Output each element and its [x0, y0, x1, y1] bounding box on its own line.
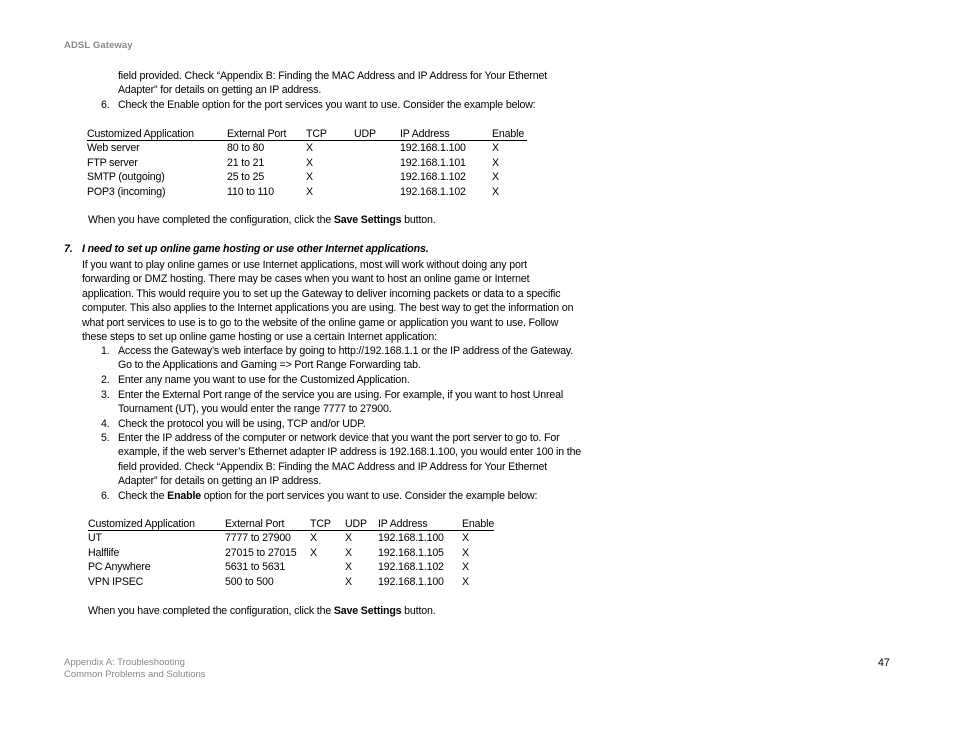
page-footer [64, 657, 206, 681]
note-text: button. [401, 605, 436, 617]
column-header: External Port [225, 518, 285, 530]
table-cell: X [492, 142, 499, 155]
step-text: Access the Gateway’s web interface by going to http://192.168.1.1 or the IP address of the Gateway. [118, 345, 574, 357]
table-cell: X [492, 185, 499, 198]
completion-note [88, 213, 436, 227]
step-number: 6. [101, 490, 110, 502]
step-text: Enter the External Port range of the service you are using. For example, if you want to host Unreal [118, 389, 564, 401]
table-cell: X [306, 142, 313, 155]
table-row [88, 546, 494, 560]
table-cell: 25 to 25 [227, 171, 265, 184]
column-header: UDP [345, 518, 367, 530]
table-cell: 192.168.1.100 [378, 575, 444, 588]
column-header: IP Address [378, 518, 428, 530]
enable-label: Enable [167, 490, 201, 502]
table-cell: 21 to 21 [227, 156, 265, 169]
table-cell: 192.168.1.102 [400, 185, 466, 198]
table-row [87, 141, 527, 155]
table-cell: POP3 (incoming) [87, 185, 166, 198]
table-cell: 7777 to 27900 [225, 532, 291, 545]
footer-chapter: Appendix A: Troubleshooting [64, 657, 185, 668]
table-cell: X [462, 575, 469, 588]
table-cell: 192.168.1.102 [378, 561, 444, 574]
page-number: 47 [878, 657, 890, 669]
step-text [118, 489, 537, 503]
save-settings-label: Save Settings [333, 214, 402, 226]
step-text: Go to the Applications and Gaming => Port Range Forwarding tab. [118, 359, 421, 371]
table-row [87, 185, 527, 199]
question-number: 7. [64, 243, 73, 255]
column-header: TCP [306, 128, 327, 140]
table-cell: 80 to 80 [227, 142, 265, 155]
step-number: 3. [101, 389, 110, 401]
table-cell: X [345, 575, 352, 588]
table-cell: 110 to 110 [227, 185, 274, 198]
table-cell: 192.168.1.100 [378, 532, 444, 545]
table-cell: FTP server [87, 156, 138, 169]
table-cell: X [306, 171, 313, 184]
table-cell: X [462, 546, 469, 559]
column-header: IP Address [400, 128, 450, 140]
table-row [88, 560, 494, 574]
table-cell: X [492, 156, 499, 169]
column-header: UDP [354, 128, 376, 140]
table-cell: Halflife [88, 546, 120, 559]
port-table-1 [87, 127, 527, 199]
table-header-row [88, 517, 494, 531]
step-number: 5. [101, 432, 110, 444]
table-cell: X [306, 156, 313, 169]
step-number: 2. [101, 374, 110, 386]
table-header-row [87, 127, 527, 141]
table-cell: 5631 to 5631 [225, 561, 286, 574]
note-text: When you have completed the configuration, click the [88, 214, 334, 226]
column-header: Enable [462, 518, 495, 530]
paragraph-line: computer. This also applies to the Internet applications you are using. The best way to get the information on [82, 302, 574, 314]
table-cell: X [345, 546, 352, 559]
paragraph-line: If you want to play online games or use Internet applications, most will work without doing any port [82, 259, 527, 271]
body-line: Adapter” for details on getting an IP address. [118, 84, 322, 96]
paragraph-line: these steps to set up online game hosting or use a certain Internet application: [82, 331, 437, 343]
table-cell: Web server [87, 142, 140, 155]
table-cell: 192.168.1.102 [400, 171, 466, 184]
body-line: field provided. Check “Appendix B: Finding the MAC Address and IP Address for Your Ethernet [118, 70, 547, 82]
step-text: Check the protocol you will be using, TCP and/or UDP. [118, 418, 366, 430]
step-text: Enter the IP address of the computer or network device that you want the port server to go to. For [118, 432, 560, 444]
completion-note [88, 604, 436, 618]
table-cell: X [306, 185, 313, 198]
question-title: I need to set up online game hosting or use other Internet applications. [82, 243, 429, 255]
column-header: External Port [227, 128, 287, 140]
paragraph-line: what port services to use is to go to the website of the online game or application you want to use. Follow [82, 317, 559, 329]
column-header: Customized Application [87, 128, 194, 140]
footer-section: Common Problems and Solutions [64, 669, 206, 680]
table-cell: X [345, 561, 352, 574]
table-cell: SMTP (outgoing) [87, 171, 165, 184]
table-cell: 192.168.1.101 [400, 156, 466, 169]
table-cell: UT [88, 532, 102, 545]
step-text: Tournament (UT), you would enter the range 7777 to 27900. [118, 403, 392, 415]
table-cell: X [310, 546, 317, 559]
table-cell: X [310, 532, 317, 545]
table-cell: 192.168.1.105 [378, 546, 444, 559]
step-text: field provided. Check “Appendix B: Finding the MAC Address and IP Address for Your Ethernet [118, 461, 547, 473]
step-text: Check the Enable option for the port services you want to use. Consider the example below: [118, 99, 536, 111]
column-header: Enable [492, 128, 525, 140]
table-cell: X [462, 532, 469, 545]
table-cell: VPN IPSEC [88, 575, 144, 588]
table-row [87, 156, 527, 170]
table-row [87, 170, 527, 184]
save-settings-label: Save Settings [333, 605, 402, 617]
running-header: ADSL Gateway [64, 40, 133, 51]
table-cell: 500 to 500 [225, 575, 274, 588]
table-row [88, 575, 494, 589]
table-row [88, 531, 494, 545]
paragraph-line: application. This would require you to set up the Gateway to deliver incoming packets or data to a specific [82, 288, 561, 300]
table-cell: X [345, 532, 352, 545]
table-cell: X [462, 561, 469, 574]
step-text: Adapter” for details on getting an IP address. [118, 475, 322, 487]
step-text: example, if the web server’s Ethernet adapter IP address is 192.168.1.100, you would enter 100 in the [118, 446, 582, 458]
table-cell: 192.168.1.100 [400, 142, 466, 155]
note-text: When you have completed the configuration, click the [88, 605, 334, 617]
note-text: button. [401, 214, 436, 226]
table-cell: X [492, 171, 499, 184]
step-number: 1. [101, 345, 110, 357]
step-text-part: option for the port services you want to use. Consider the example below: [201, 490, 538, 502]
step-number: 4. [101, 418, 110, 430]
port-table-2 [88, 517, 494, 589]
step-number: 6. [101, 99, 110, 111]
column-header: Customized Application [88, 518, 195, 530]
paragraph-line: forwarding or DMZ hosting. There may be cases when you want to host an online game or Internet [82, 273, 530, 285]
step-text: Enter any name you want to use for the Customized Application. [118, 374, 410, 386]
table-cell: PC Anywhere [88, 561, 151, 574]
column-header: TCP [310, 518, 331, 530]
step-text-part: Check the [118, 490, 168, 502]
table-cell: 27015 to 27015 [225, 546, 297, 559]
